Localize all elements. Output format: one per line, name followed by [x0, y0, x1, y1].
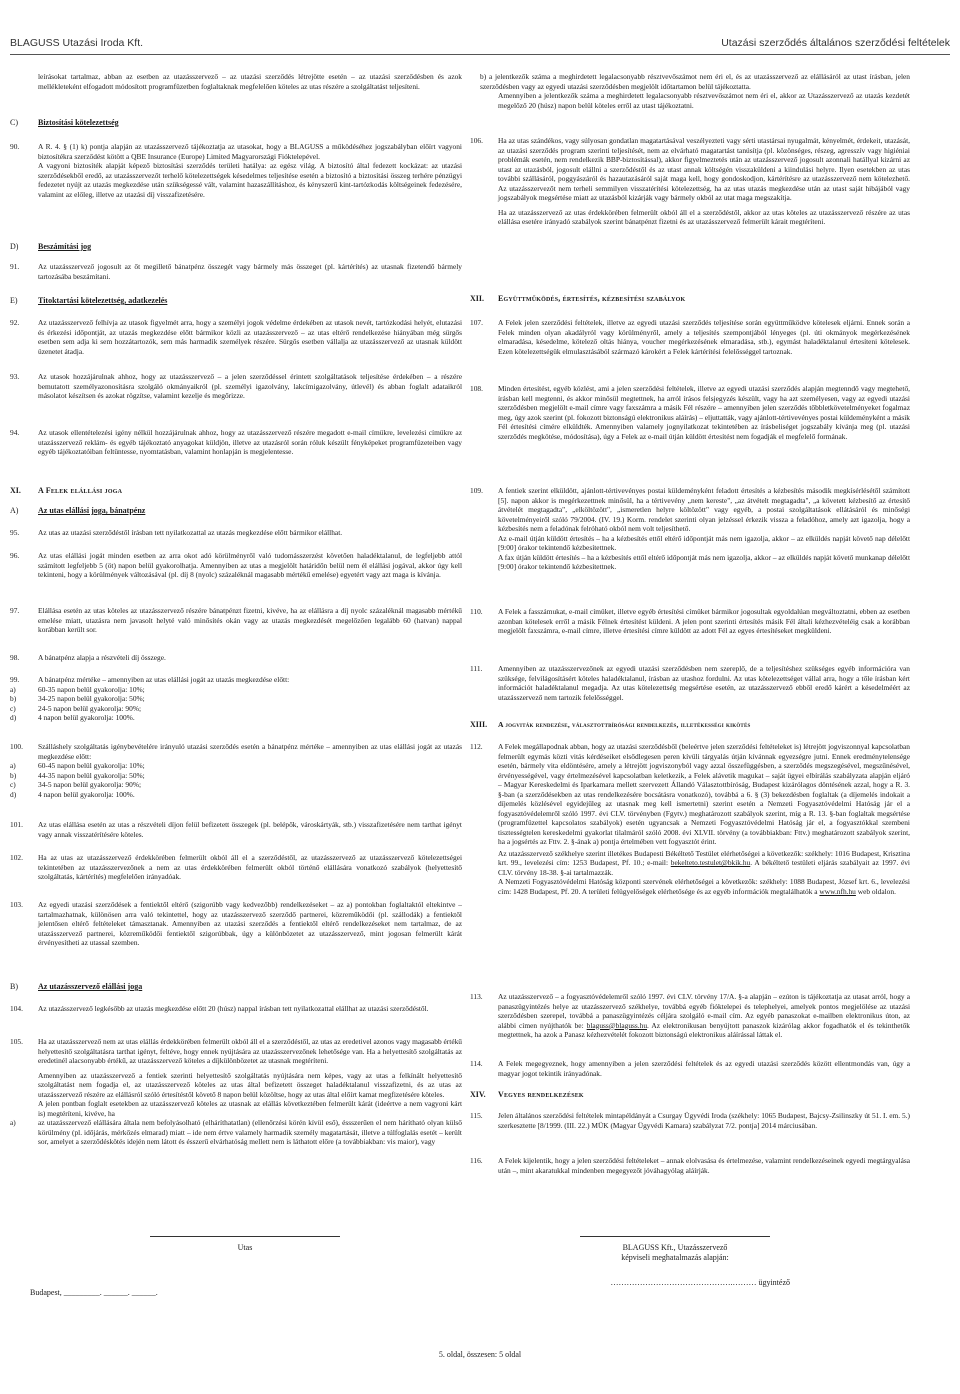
signature-line-company: [580, 1236, 770, 1237]
paragraph-111: 111. Amennyiben az utazásszervezőnek az egyedi utazási szerződésben nem szereplő, de a teljesítéshez szükséges egyéb információra van szüksége, felvilágosításért köteles haladéktalanul, írásban az utashoz fordulni. Az utas kötelezettséget vállal arra, hogy a tőle írásban kért információt haladéktalanul megadja. Az utas kötelezettség megsértése esetén, az utazásszervező ebből eredő kárért a késedelméért az utazásszervező nem tartozik felelősséggel.: [470, 664, 910, 702]
paragraph-114: 114. A Felek megegyeznek, hogy amennyiben a jelen szerződési feltételek és az egyedi utazási szerződés között ellentmondás van, úgy a magyar jogot tekintik irányadónak.: [470, 1059, 910, 1078]
paragraph-102: 102. Ha az utas az utazásszervező érdekkörében felmerült okból áll el a szerződéstől, az utazásszervező az utazásszervező kötelezettségei tekintetében az utazásszervezőnek a nem az utas érdekkörében felmerült okból történő elállására vonatkozó szabályok (helyettesítő szolgáltatás, kártérítés) megfelelően irányadóak.: [10, 853, 462, 881]
web-link-nfh[interactable]: www.nfh.hu: [819, 886, 856, 896]
list-item: d) 4 napon belül gyakorolja: 100%.: [10, 789, 135, 799]
list-item: a) 60-35 napon belül gyakorolja: 10%;: [10, 684, 145, 694]
paragraph-continuation: b) a jelentkezők száma a meghirdetett legalacsonyabb résztvevőszámot nem éri el, és az utazásszervező az elállásáról az utast írásban, jelen szerződésben vagy az egyedi utazási szerződésben megjelölt időtartamon belül tájékoztatta. Amennyiben a jelentkezők száma a meghirdetett legalacsonyabb résztvevőszámot nem éri el, akkor az Utazásszervező az utazás kezdetét megelőző 20 (húsz) napon belül köteles erről az utast tájékoztatni.: [470, 72, 910, 110]
paragraph-104: 104. Az utazásszervező legkésőbb az utazás megkezdése előtt 20 (húsz) nappal írásban tett nyilatkozattal elállhat az utazási szerződéstől.: [10, 1004, 429, 1013]
paragraph-100: 100. Szálláshely szolgáltatás igénybevételére irányuló utazási szerződés esetén a bánatpénz mértéke – amennyiben az utas elállási jogát az utazás megkezdése előtt: a) 60-45 napon belül gyakorolja: 10%; b) 44-35 napon belül gyakorolja: 50%; c) 34-5 napon belül gyakorolja: 90%; d) 4 napon belül gyakorolja: 100%.: [10, 742, 462, 799]
list-item: a) az utazásszervező elállására általa nem befolyásolható (elháríthatatlan) (ellenőrzési körén kívül eső), éssszerűen el nem hárítható olyan külső körülmény (pl. időjárás, mérkőzés elmarad) miatt – ide nem értve valamely harmadik személy magatartását, illetve a túlfoglalás esetét – került sor, amelyet a szerződéskötés idején nem látott és ésszerű elvárhatóság mellett nem is láthatott előre (a továbbiakban: vis maior), vagy: [10, 1118, 462, 1146]
place-date: Budapest, _________. ______. ______.: [30, 1288, 158, 1297]
paragraph-98: 98. A bánatpénz alapja a részvételi díj összege.: [10, 653, 166, 662]
paragraph-91: 91. Az utazásszervező jogosult az őt megillető bánatpénz összegét vagy bármely más összeget (pl. kártérítés) az utasnak fizetendő bármely tartozásába beszámítani.: [10, 262, 462, 281]
email-link-bekelteto[interactable]: bekelteto.testulet@bkik.hu: [670, 858, 751, 867]
paragraph-101: 101. Az utas elállása esetén az utas a részvételi díjon felül befizetett összegek (pl. belépők, városkártyák, stb.) visszafizetésére nem tarthat igényt vagy annak visszatérítésére köteles.: [10, 820, 462, 839]
list-item: b) a jelentkezők száma a meghirdetett legalacsonyabb résztvevőszámot nem éri el, és az utazásszervező az elállásáról az utast írásban, jelen szerződésben vagy az egyedi utazási szerződésben megjelölt időtartamon belül tájékoztatta.: [480, 72, 910, 91]
paragraph-113: 113. Az utazásszervező – a fogyasztóvédelemről szóló 1997. évi CLV. törvény 17/A. §-a alapján – ezúton is tájékoztatja az utasat arról, hogy a panaszügyintézés helye az utazásszervező székhelye, továbbá egyéb fióktelepei és telephelyei, amelyek pontos megjelölése az utazási szerződésben szerepel, továbbá a panaszügyintézés céljára szolgáló e-mail cím. Az egyéb panaszokat e-mailben elektronikus úton, az alábbi címen nyújthatók be: blaguss@blaguss.hu. Az elektronikusan benyújtott panaszok kizárólag akkor fogadhatók el és tekinthetők megtettnek, ha azok a Panasz kézhezvételét fokozott biztonságú elektronikus aláírással láttak el.: [470, 992, 910, 1039]
header-document-title: Utazási szerződés általános szerződési feltételek: [721, 37, 950, 49]
list-item: c) 34-5 napon belül gyakorolja: 90%;: [10, 780, 142, 789]
paragraph-95: 95. Az utas az utazási szerződéstől írásban tett nyilatkozattal az utazás megkezdése előtt bármikor elállhat.: [10, 528, 343, 537]
list-item: c) 24-5 napon belül gyakorolja: 90%;: [10, 703, 142, 713]
signature-line-utas: [150, 1236, 340, 1237]
paragraph-107: 107. A Felek jelen szerződési feltételek, illetve az egyedi utazási szerződés teljesítése során együttműködve kötelesek eljárni. Ennek során a Felek minden olyan akadályról vagy körülményről, amely a teljesítés szempontjából lényeges (pl. úti okmányok megérkezésének elmaradása, késedelme, kötelező oltás hiánya, voucher megérkezésének elmaradása, stb.), egymást haladéktalanul értesíteni kötelesek. Ezen kötelezettségük elmulasztásából származó károkért a Felek kártérítési felelősséggel tartoznak.: [470, 318, 910, 356]
paragraph-106: 106. Ha az utas szándékos, vagy súlyosan gondatlan magatartásával veszélyezteti vagy sérti utastársai nyugalmát, kényelmét, érdekeit, utazását, az utazási szerződés program szerinti teljesítését, nem az elvárható magatartást tanúsítja (pl. közönséges, részeg, agresszív vagy higiéniai problémák esetén, nem rendelkezik BBP-biztosítással), akkor figyelmeztetés után az utazásszervező jogosult azonnali hatállyal kizárni az utast az utazásból, jogosult elállni a szerződéstől és az utast annak költségén visszaküldeni a kiindulási helyre. Ilyen esetekben az utas további szállásáról, poggyászáról és hazautazásáról saját maga kell, hogy gondoskodjon, kártérítésre az utazásszervező nem kötelezhető. Az utazásszervezőt nem terheli semmilyen visszatérítési kötelezettség, ha az utas utazás megkezdése után az utast saját hibájából vagy jogszabályok megsértése miatt az utazásból kizárják vagy bármely okból az utat maga megszakítja. Ha az utazásszervező az utas érdekkörében felmerült okból áll el a szerződéstől, akkor az utas köteles az utazásszervező részére az utas elállása esetére irányadó szabályok szerint bánatpénzt fizetni és az utazásszervező felmerült kárait megtéríteni.: [470, 136, 910, 226]
email-link-blaguss[interactable]: blaguss@blaguss.hu: [586, 1020, 648, 1030]
paragraph-90: 90. A R. 4. § (1) k) pontja alapján az utazásszervező tájékoztatja az utasokat, hogy a BLAGUSS a működéséhez jogszabályban előírt vagyoni biztosítékra szerződést kötött a QBE Insurance (Europe) Limited Magyarországi Fióktelepével. A vagyoni biztosíték alapját képező biztosítási szerződés területi hatálya: az egész világ. A biztosító által fedezett kockázat: az utazási szerződésekből eredő, az utazásszervezőt terhelő kötelezettségek késedelmes teljesítése esetén a biztosító a biztosítási összeg terhére pénzügyi fedezetet nyújt az utazás megkezdése után szükségessé vált, valamint hazaszállításhoz, és kényszerű kint-tartózkodás költségeinek fedezésére, valamint az előleg, illetve az utazási díj visszafizetésére.: [10, 142, 462, 199]
paragraph-105: 105. Ha az utazásszervező nem az utas elállás érdekkörében felmerült okból áll el a szerződéstől, az utas az eredetivel azonos vagy magasabb értékű helyettesítő szolgáltatásra tarthat igényt, feltéve, hogy ennek nyújtására az utazásszervezőnek lehetősége van. Ha a helyettesítő szolgáltatás az eredetinél alacsonyabb értékű, az utazásszervező köteles a díjkülönbözetet az utasnak megtéríteni. Amennyiben az utazásszervező a fentiek szerinti helyettesítő szolgáltatás nyújtására nem képes, vagy az utas a felkínált helyettesítő szolgáltatást nem fogadja el, az utazásszervező köteles az utas által befizetett összeget haladéktalanul visszafizetni, és az utas az utazásszervező részére az elállásról szóló értesítéstől követő 8 napon belül közöltse, hogy az utas által előírt kamat megfizetésére köteles. A jelen pontban foglalt esetekben az utazásszervező köteles az utasnak az elállás következtében felmerült kárát (ideértve a nem vagyoni kárt is) megtéríteni, kivéve, ha a) az utazásszervező elállására általa nem befolyásolható (elháríthatatlan) (ellenőrzési körén kívül eső), éssszerűen el nem hárítható olyan külső körülmény (pl. időjárás, mérkőzés elmarad) miatt – ide nem értve valamely harmadik személy magatartását, illetve a túlfoglalás esetét – került sor, amelyet a szerződéskötés idején nem látott és ésszerű elvárhatóság mellett nem is láthatott előre (a továbbiakban: vis maior), vagy: [10, 1037, 462, 1146]
paragraph-92: 92. Az utazásszervező felhívja az utasok figyelmét arra, hogy a személyi jogok védelme érdekében az utasok nevét, tartózkodási helyét, elutazási és érkezési időpontját, az utazás megkezdése előtt bármikor közli az utazásszervező – az utas eltérő rendelkezése hiányában még sürgős esetben sem adja ki sem hozzátartozók, sem más harmadik személyek részére. Sürgős esetben vállalja az utazásszervező az utasnak küldött üzenetet átadja.: [10, 318, 462, 356]
paragraph-110: 110. A Felek a fasszámukat, e-mail címüket, illetve egyéb értesítési címüket bármikor jogosultak egyoldalúan megváltoztatni, ebben az esetben azonban kötelesek erről a másik Félnek értesítést küldeni. A jelen pont szerinti értesítés másik Fél általi kézhezvételéig csak a korábban megjelölt faxszámra, e-mail címre, illetve értesítési címre küldött az adott Fél az egyes értesítéseket megküldeni.: [470, 607, 910, 635]
paragraph-99: 99. A bánatpénz mértéke – amennyiben az utas elállási jogát az utazás megkezdése előtt: a) 60-35 napon belül gyakorolja: 10%; b) 34-25 napon belül gyakorolja: 50%; c) 24-5 napon belül gyakorolja: 90%; d) 4 napon belül gyakorolja: 100%.: [38, 675, 462, 723]
list-item: a) 60-45 napon belül gyakorolja: 10%;: [10, 761, 145, 770]
paragraph-103: 103. Az egyedi utazási szerződések a fentiektől eltérő (szigorúbb vagy kedvezőbb) rendelkezéseket – az a) pontokban foglaltaktól eltekintve – tartalmazhatnak, különösen arra való tekintettel, hogy az utazásszervező szerződő partnerei, közreműködői (pl. szállodák) a fentiektől jelentősen eltérő feltételeket támasztanak. Amennyiben az utazási szerződés a fentiektől eltérő rendelkezéseket nem tartalmaz, de az utazásszervező partnerei, közreműködői fentiektől szigorúbbak, úgy a különbözetet az utazásszervező, mint jogosan felmerült kárát érvényesítheti az utassal szemben.: [10, 900, 462, 947]
paragraph-97: 97. Elállása esetén az utas köteles az utazásszervező részére bánatpénzt fizetni, kivéve, ha az elállásra a díj nyolc százaléknál magasabb mértékű emelése miatt, utazásra nem javasolt helyté való minősítés okán vagy az utazás megkezdését megelőzően legalább 60 (hatvan) nappal korábban került sor.: [10, 606, 462, 634]
header-company: BLAGUSS Utazási Iroda Kft.: [10, 37, 144, 49]
paragraph-109: 109. A fentiek szerint elküldött, ajánlott-tértivevényes postai küldeményként feladott értesítés a kézbesítés második megkísérlésétől számított [5]. napon akkor is megérkezettnek minősül, ha a tértivevény „nem kereste", „az átvételt megtagadta", „a követett kézbesítő az értesítő átvételét megtagadta", „elköltözött", „ismeretlen helyre költözött" vagy egyéb, a postai szolgáltatások ellátásáról és minőségi követelményeiről szóló 79/2004. (IV. 19.) Korm. rendelet szerinti olyan jelzéssel érkezik vissza a feladóhoz, amely azt igazolja, hogy a kézbesítés nem a feladónak felróható okból nem volt teljesíthető. Az e-mail útján küldött értesítés – ha a kézbesítés ettől eltérő időpontját más nem igazolja, akkor – az elküldés napját követő nap délelőtt [9:00] órakor tekintendő kézbesítettnek. A fax útján küldött értesítés – ha a kézbesítés ettől eltérő időpontját más nem igazolja, akkor – az elküldés napját követő munkanap délelőtt [9:00] órakor tekintendő kézbesítettnek.: [470, 486, 910, 571]
list-item: d) 4 napon belül gyakorolja: 100%.: [10, 713, 135, 722]
paragraph-94: 94. Az utasok ellentételezési igény nélkül hozzájárulnak ahhoz, hogy az utazásszervező részére megadott e-mail címükre, levelezési címükre az utazásszervező reklám- és egyéb tájékoztató anyagokat küldjön, illetve az utazásról során róluk készült fényképeket programfüzeteiben vagy egyéb tájékoztatóiban feltüntesse, nyomtatásban, valamint honlapján is megjelentesse.: [10, 428, 462, 456]
page-header: [10, 37, 950, 51]
signature-label-utas: Utas: [237, 1243, 253, 1252]
paragraph-96: 96. Az utas elállási jogát minden esetben az arra okot adó körülményről való tudomásszerzést követően haladéktalanul, de legfeljebb attól számított legfeljebb 5 (öt) napon belül gyakorolhatja. Amennyiben az utas a megjelölt határidőn belül nem él elállási jogával, akkor úgy kell tekinteni, hogy a körülmények változásával (pl. díj 8 (nyolc) százaléknál magasabb mértékű emelése) egyetért vagy azt maga is kívánja.: [10, 551, 462, 579]
paragraph-112: 112. A Felek megállapodnak abban, hogy az utazási szerződésből (beleértve jelen szerződési feltételeket is) létrejött jogviszonnyal kapcsolatban felmerült egymás közti vitás kérdéseiket elsődlegesen peren kívüli tárgyalás útján kívánnak egyezségre jutni. Ennek eredménytelensége esetén, bármely vita eldöntésére, amely a létrejött jogviszonyból vagy azzal összefüggésben, a szerződés megszegésével, megszűnésével, érvényességével, vagy értelmezésével kapcsolatban keletkezik, a Felek alávetik magukat – saját ügyei elbírálás szabályzata alapján eljáró – Magyar Kereskedelmi és Iparkamara mellett szervezett Állandó Választottbíróság, Budapest kizárólagos döntésének azzal, hogy a R. 3. §-ban (a szerződésekben az utas rendelkezésére bocsátásra vonatkozó), továbbá a 6. § (3) bekezdésben foglaltak (a díjemelés indokait a díjemelés közlésével egyidejűleg az utasnak meg kell ismertetni) szerint esetén a Nemzeti Fogyasztóvédelmi Hatóság jár el a fogyasztóvédelemről szóló 1997. évi CLV. törvényben (Fgytv.) meghatározott szabályok szerint, míg a R. 13. §-ban foglaltak megsértése (programfüzettel kapcsolatos szabályok) esetén ugyancsak a Nemzeti Fogyasztóvédelmi Hatóság jár el, a fogyasztókkal szembeni tisztességtelen kereskedelmi gyakorlat tilalmáról szóló 2008. évi XLVII. törvény (a továbbiakban: Fttv.) meghatározott szabályok szerint, ha a jogsértés az Fttv. 2. §-ának a) pontja értelmében vett fogyasztót érint. Az utazásszervező székhelye szerint illetékes Budapesti Békéltető Testület elérhetőségei a következők: székhely: 1016 Budapest, Krisztina krt. 99., levelezési cím: 1253 Budapest, Pf. 10.; e-mail: bekelteto.testulet@bkik.hu. A békéltető testületi eljárás szabályait az 1997. évi CLV. törvény 18-38. §-ai tartalmazzák. A Nemzeti Fogyasztóvédelmi Hatóság központi szervének elérhetőségei a következők: székhely: 1088 Budapest, József krt. 6., levelezési cím: 1428 Budapest, Pf. 20. A területi felügyelőségek elérhetősége és az egyéb információk megtalálhatók a www.nfh.hu web oldalon.: [470, 742, 910, 896]
intro-paragraph: leírásokat tartalmaz, abban az esetben az utazásszervező – az utazási szerződés létrejötte esetén – az utazási szerződésben és azok mellékleteként elfogadott módosított programfüzetben foglaltaknak megfelelően köteles az utas részére a szolgáltatást teljesíteni.: [38, 72, 462, 91]
list-item: b) 34-25 napon belül gyakorolja: 50%;: [10, 694, 145, 703]
paragraph-116: 116. A Felek kijelentik, hogy a jelen szerződési feltételeket – annak elolvasása és értelmezése, valamint rendelkezéseinek egyedi megtárgyalása után –, mint akaratukkal mindenben megegyezőt jóváhagyólag aláírják.: [470, 1156, 910, 1175]
paragraph-108: 108. Minden értesítést, egyéb közlést, ami a jelen szerződési feltételek, illetve az egyedi utazási szerződés alapján megtenndő vagy megtehető, írásban kell megtenni, és akkor minősül megtettnek, ha arról írásos felsjegyzés készült, vagy ha azt személyesen, vagy az egyedi utazási szerződésben megjelölt e-mail címre vagy faxszámra a másik Fél részére – amennyiben jelen szerződés tőbbletkövetelményeket fogalmaz meg, úgy azok szerint (pl. fokozott biztonságú elektronikus aláírás) – eljuttatták, vagy ajánlott-tértivevényes postai küldeményként a másik Fél értesítési címére elküldték. Amennyiben valamely jognyilatkozat tekintetében az írásbeliséget jogszabály kívánja meg (pl. utazási szerződés megkötése, módosítása), úgy a Felek az e-mail útján küldött értesítést nem fogadják el megfelelő formának.: [470, 384, 910, 441]
signature-label-company: BLAGUSS Kft., Utazásszervező képviseli meghatalmazás alapján:: [621, 1243, 729, 1262]
page-footer: 5. oldal, összesen: 5 oldal: [438, 1350, 522, 1359]
header-divider: [10, 54, 950, 55]
paragraph-115: 115. Jelen általános szerződési feltételek mintapéldányát a Csurgay Ügyvédi Iroda (székhely: 1065 Budapest, Bajcsy-Zsilinszky út 51. I. em. 5.) szerkesztette [8/1999. (III. 22.) MÜK (Magyar Ügyvédi Kamara) szabályzat 7/2. pontja] 2014 márciusában.: [470, 1111, 910, 1130]
signature-ugyintezo: ……………………………………….……… ügyintéző: [610, 1278, 790, 1287]
paragraph-93: 93. Az utasok hozzájárulnak ahhoz, hogy az utazásszervező – a jelen szerződéssel érintett szolgáltatások teljesítése érdekében – a részére bemutatott személyazonosításra szolgáló okmányaikról (pl. személyi igazolvány, lakcímigazolvány, útlevél) és abban foglalt adataikról másolatot készítsen és azokat rögzítse, valamint kezelje és megőrizze.: [10, 372, 462, 400]
list-item: b) 44-35 napon belül gyakorolja: 50%;: [10, 770, 145, 780]
